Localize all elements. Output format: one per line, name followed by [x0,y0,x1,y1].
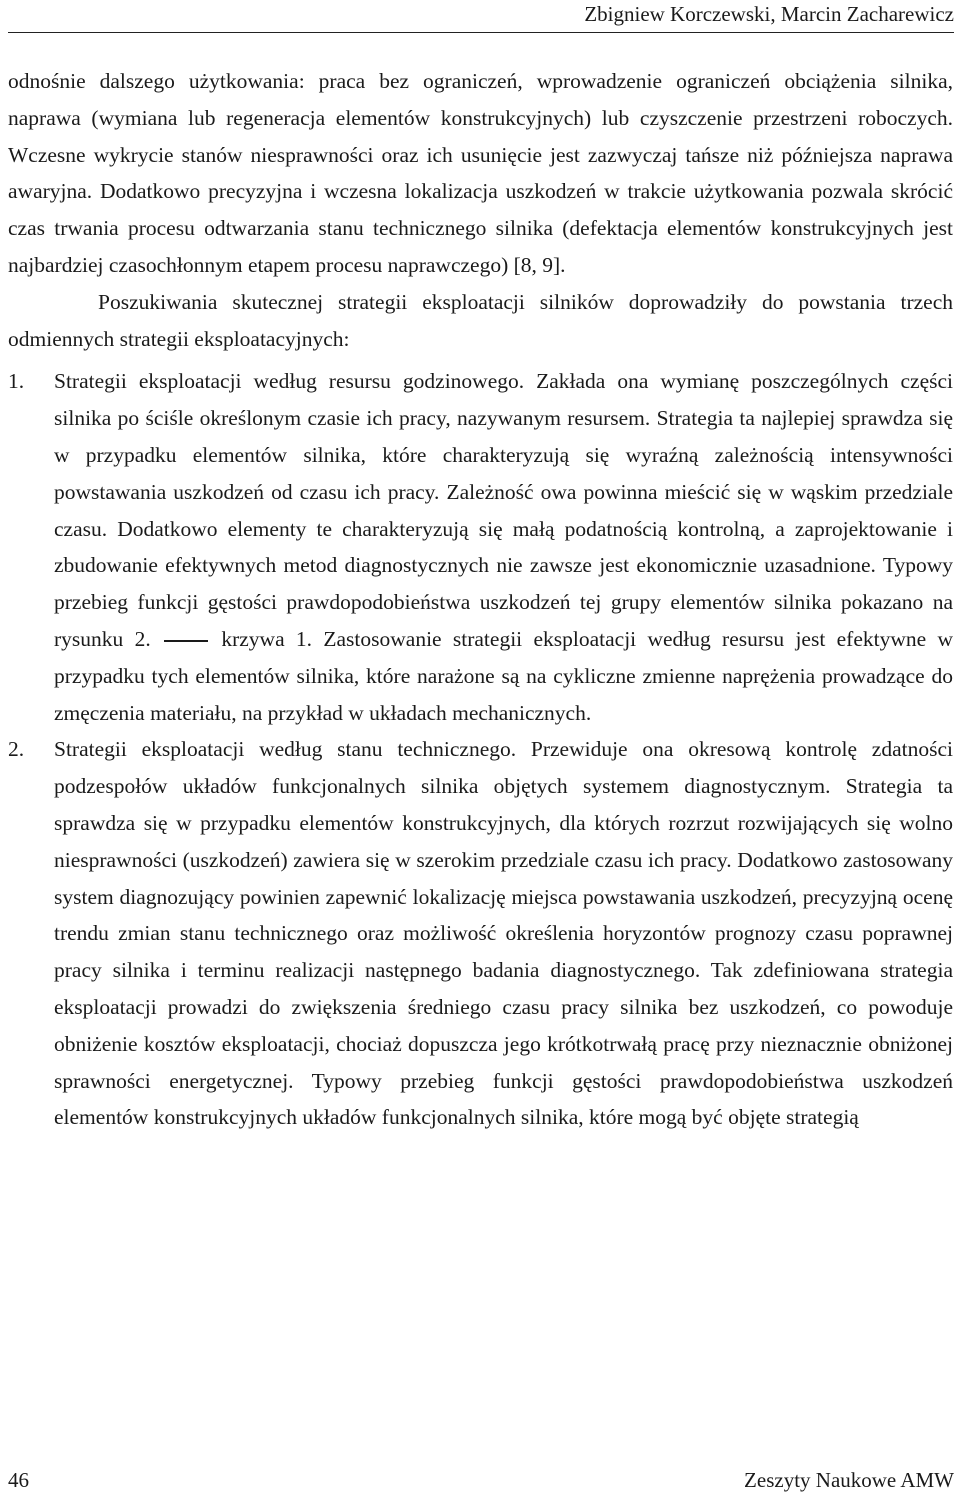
list-item-number: 2. [8,737,25,762]
header-authors: Zbigniew Korczewski, Marcin Zacharewicz [584,2,954,26]
list-item [8,731,953,1136]
list-item-text: Strategii eksploatacji według stanu technicznego. Przewiduje ona okresową kontrolę zdatności podzespołów układów funkcjonalnych silnika objętych systemem diagnostycznym. Strategia ta sprawdza się w przypadku elementów konstrukcyjnych, dla których rozrzut rozwijających się wolno niesprawności (uszkodzeń) zawiera się w szerokim przedziale czasu ich pracy. Dodatkowo zastosowany system diagnozujący powinien zapewnić lokalizację miejsca powstawania uszkodzeń, precyzyjną ocenę trendu zmian stanu technicznego oraz możliwość określenia horyzontów prognozy czasu poprawnej pracy silnika i terminu realizacji następnego badania diagnostycznego. Tak zdefiniowana strategia eksploatacji prowadzi do zwiększenia średniego czasu pracy silnika bez uszkodzeń, co powoduje obniżenie kosztów eksploatacji, chociaż dopuszcza jego krótkotrwałą pracę przy nieznacznie obniżonej sprawności energetycznej. Typowy przebieg funkcji gęstości prawdopodobieństwa uszkodzeń elementów konstrukcyjnych układów funkcjonalnych silnika, które mogą być objęte strategią [54,737,953,1130]
list-item-text-part: krzywa 1. Zastosowanie strategii eksploatacji według resursu jest efektywne w przypadku tych elementów silnika, które narażone są na cykliczne zmienne naprężenia prowadzące do zmęczenia materiału, na przykład w układach mechanicznych. [54,626,953,725]
running-header [8,0,954,33]
body-paragraph: odnośnie dalszego użytkowania: praca bez ograniczeń, wprowadzenie ograniczeń obciążenia silnika, naprawa (wymiana lub regeneracja elementów konstrukcyjnych) lub czyszczenie przestrzeni roboczych. Wczesne wykrycie stanów niesprawności oraz ich usunięcie jest zazwyczaj tańsze niż późniejsza naprawa awaryjna. Dodatkowo precyzyjna i wczesna lokalizacja uszkodzeń w trakcie użytkowania pozwala skrócić czas trwania procesu odtwarzania stanu technicznego silnika (defektacja elementów konstrukcyjnych jest najbardziej czasochłonnym etapem procesu naprawczego) [8, 9]. [8,69,953,277]
body-paragraph: Poszukiwania skutecznej strategii eksploatacji silników doprowadziły do powstania trzech odmiennych strategii eksploatacyjnych: [8,289,953,351]
list-item-number: 1. [8,369,25,394]
journal-name: Zeszyty Naukowe AMW [744,1468,954,1492]
page-body [8,63,953,1136]
curve-line-symbol [164,640,208,642]
list-item-text-part: Strategii eksploatacji według resursu godzinowego. Zakłada ona wymianę poszczególnych części silnika po ściśle określonym czasie ich pracy, nazywanym resursem. Strategia ta najlepiej sprawdza się w przypadku elementów silnika, które charakteryzują się wyraźną zależnością intensywności powstawania uszkodzeń od czasu ich pracy. Zależność owa powinna mieścić się w wąskim przedziale czasu. Dodatkowo elementy te charakteryzują się małą podatnością kontrolną, a zaprojektowanie i zbudowanie efektywnych metod diagnostycznych nie zawsze jest ekonomicznie uzasadnione. Typowy przebieg funkcji gęstości prawdopodobieństwa uszkodzeń tej grupy elementów silnika pokazano na rysunku 2. [54,369,953,651]
page-number: 46 [8,1468,29,1492]
list-item-text [54,363,953,731]
list-item [8,363,953,731]
